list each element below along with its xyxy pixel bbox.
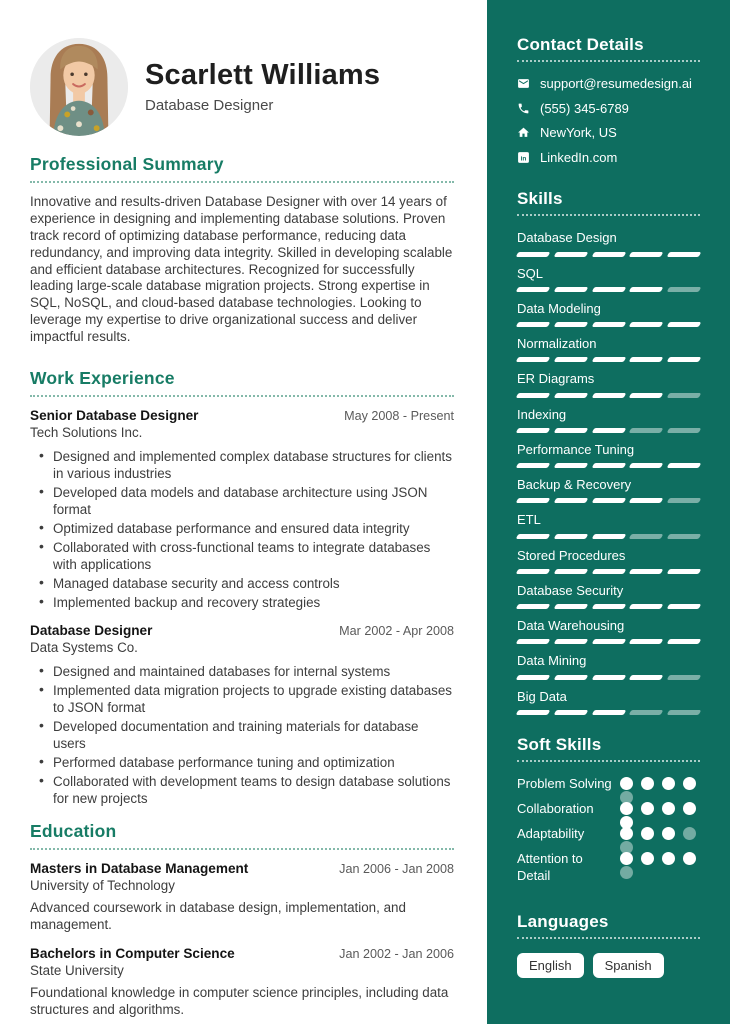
skill-bar — [517, 710, 700, 715]
section-divider — [517, 60, 700, 62]
skill-bar-segment — [553, 569, 587, 574]
skill-bar-segment — [629, 534, 663, 539]
skill-item — [517, 583, 700, 609]
skill-item — [517, 266, 700, 292]
soft-skill-dot — [641, 777, 654, 790]
home-icon — [517, 126, 530, 139]
skill-name: Data Mining — [517, 653, 587, 669]
profile-photo — [30, 38, 128, 136]
skill-name: ER Diagrams — [517, 371, 595, 387]
skill-name: Database Design — [517, 230, 617, 246]
skill-bar-segment — [591, 393, 625, 398]
school-name: University of Technology — [30, 878, 175, 894]
skill-bar-segment — [591, 639, 625, 644]
skill-bar-segment — [516, 534, 550, 539]
soft-skill-item — [517, 826, 700, 854]
skill-bar-segment — [591, 287, 625, 292]
skill-bar-segment — [553, 393, 587, 398]
skill-bar-segment — [516, 498, 550, 503]
soft-skill-dot — [620, 866, 633, 879]
job-dates: Mar 2002 - Apr 2008 — [339, 624, 454, 639]
bullet-item: • Managed database security and access controls — [30, 575, 454, 592]
skill-bar-segment — [591, 498, 625, 503]
soft-skill-list — [517, 776, 700, 885]
skill-name: Database Security — [517, 582, 624, 598]
soft-skill-item — [517, 851, 700, 885]
skill-bar-segment — [591, 322, 625, 327]
soft-skill-dot — [683, 802, 696, 815]
name-block — [145, 60, 380, 114]
section-divider — [30, 395, 454, 397]
skill-bar — [517, 604, 700, 609]
skill-name: Stored Procedures — [517, 547, 626, 563]
summary-section — [30, 154, 454, 346]
skill-bar — [517, 534, 700, 539]
skill-bar — [517, 675, 700, 680]
soft-skill-dot — [620, 852, 633, 865]
skill-bar-segment — [629, 322, 663, 327]
skill-item — [517, 336, 700, 362]
soft-skill-dots — [620, 852, 700, 879]
skill-bar-segment — [629, 675, 663, 680]
skill-item — [517, 689, 700, 715]
languages-heading: Languages — [517, 911, 609, 931]
summary-text: Innovative and results-driven Database Designer with over 14 years of experience in designing and implementing database solutions. Proven track record of optimizing database performance, reducing data redundancy, and improving data integrity. Skilled in developing scalable and efficient database architectures. Recognized for successfully leading large-scale database migration projects. Strong expertise in SQL, NoSQL, and cloud-based database technologies. Looking to leverage my expertise to drive organizational success and deliver impactful results. — [30, 194, 453, 345]
section-divider — [517, 760, 700, 762]
soft-skill-name: Attention to Detail — [517, 850, 583, 883]
contact-text: LinkedIn.com — [540, 149, 618, 165]
skill-bar-segment — [667, 463, 701, 468]
bullet-item: • Collaborated with development teams to design database solutions for new projects — [30, 773, 454, 807]
education-header — [30, 946, 454, 961]
contact-text: NewYork, US — [540, 125, 617, 141]
skill-item — [517, 230, 700, 256]
skill-name: ETL — [517, 512, 541, 528]
skill-bar-segment — [553, 498, 587, 503]
skill-bar-segment — [667, 710, 701, 715]
degree-title: Bachelors in Computer Science — [30, 946, 235, 962]
skill-bar-segment — [591, 569, 625, 574]
skill-bar-segment — [667, 357, 701, 362]
bullet-item: • Implemented backup and recovery strategies — [30, 594, 454, 611]
skill-bar-segment — [667, 428, 701, 433]
skill-bar-segment — [591, 534, 625, 539]
contact-text: (555) 345-6789 — [540, 100, 629, 116]
skill-item — [517, 618, 700, 644]
skill-bar-segment — [516, 569, 550, 574]
soft-skill-dots — [620, 802, 700, 829]
bullet-item: • Designed and implemented complex database structures for clients in various industries — [30, 448, 454, 482]
skill-item — [517, 653, 700, 679]
bullet-item: • Developed documentation and training materials for database users — [30, 718, 454, 752]
soft-skill-dot — [641, 802, 654, 815]
education-dates: Jan 2002 - Jan 2006 — [339, 947, 454, 962]
job-company: Tech Solutions Inc. — [30, 425, 143, 441]
skill-bar-segment — [667, 322, 701, 327]
skill-bar — [517, 498, 700, 503]
skill-bar — [517, 639, 700, 644]
skill-name: Backup & Recovery — [517, 477, 632, 493]
skill-bar — [517, 569, 700, 574]
job-bullet-list — [30, 448, 454, 611]
skill-name: SQL — [517, 265, 544, 281]
skill-bar — [517, 322, 700, 327]
skill-bar-segment — [516, 604, 550, 609]
skill-bar-segment — [629, 498, 663, 503]
job-dates: May 2008 - Present — [344, 409, 454, 424]
soft-skill-name: Problem Solving — [517, 775, 612, 791]
skill-bar-segment — [516, 287, 550, 292]
skill-bar-segment — [553, 639, 587, 644]
skill-bar-segment — [516, 252, 550, 257]
bullet-item: • Optimized database performance and ensured data integrity — [30, 520, 454, 537]
skill-bar-segment — [591, 710, 625, 715]
skill-bar-segment — [629, 604, 663, 609]
skill-bar-segment — [667, 287, 701, 292]
soft-skill-dot — [620, 827, 633, 840]
skill-bar-segment — [591, 463, 625, 468]
skill-bar — [517, 463, 700, 468]
skill-item — [517, 512, 700, 538]
skill-bar-segment — [629, 393, 663, 398]
soft-skill-dot — [641, 852, 654, 865]
experience-job — [30, 623, 454, 807]
skill-bar-segment — [553, 428, 587, 433]
skill-item — [517, 371, 700, 397]
skill-bar-segment — [629, 252, 663, 257]
job-list — [30, 408, 454, 807]
skill-bar-segment — [667, 604, 701, 609]
skill-item — [517, 407, 700, 433]
skill-name: Data Warehousing — [517, 618, 625, 634]
experience-job — [30, 408, 454, 611]
bullet-item: • Developed data models and database architecture using JSON format — [30, 484, 454, 518]
education-dates: Jan 2006 - Jan 2008 — [339, 862, 454, 877]
skill-bar-segment — [629, 463, 663, 468]
skill-bar-segment — [591, 428, 625, 433]
skill-bar-segment — [516, 428, 550, 433]
skill-name: Big Data — [517, 688, 567, 704]
education-list — [30, 861, 454, 1018]
soft-skill-name: Adaptability — [517, 825, 585, 841]
skill-bar-segment — [667, 498, 701, 503]
skill-bar-segment — [591, 604, 625, 609]
skill-list — [517, 230, 700, 715]
soft-skill-dot — [662, 852, 675, 865]
language-pill: English — [517, 953, 584, 978]
skill-bar — [517, 287, 700, 292]
skill-bar-segment — [553, 357, 587, 362]
skill-bar-segment — [516, 322, 550, 327]
soft-skill-item — [517, 801, 700, 829]
section-divider — [30, 181, 454, 183]
education-section — [30, 821, 454, 1018]
skill-name: Performance Tuning — [517, 441, 635, 457]
profile-photo-illustration — [30, 38, 128, 136]
skill-item — [517, 301, 700, 327]
bullet-item: • Collaborated with cross-functional teams to integrate databases with applications — [30, 539, 454, 573]
job-company: Data Systems Co. — [30, 640, 138, 656]
soft-skill-dot — [662, 802, 675, 815]
sidebar — [487, 0, 730, 1024]
skill-bar-segment — [667, 639, 701, 644]
language-pill: Spanish — [593, 953, 664, 978]
skill-bar-segment — [667, 534, 701, 539]
skill-bar-segment — [629, 287, 663, 292]
contact-item[interactable] — [517, 101, 700, 117]
skill-bar-segment — [667, 393, 701, 398]
bullet-item: • Implemented data migration projects to upgrade existing databases to JSON format — [30, 682, 454, 716]
section-divider — [30, 848, 454, 850]
email-icon — [517, 77, 530, 90]
skill-bar-segment — [553, 710, 587, 715]
contact-item[interactable] — [517, 125, 700, 141]
education-heading: Education — [30, 821, 117, 842]
skill-bar-segment — [667, 675, 701, 680]
soft-skill-dots — [620, 777, 700, 804]
education-header — [30, 861, 454, 876]
experience-section — [30, 368, 454, 807]
soft-skill-dot — [683, 852, 696, 865]
summary-heading: Professional Summary — [30, 154, 224, 174]
skill-bar-segment — [516, 675, 550, 680]
skill-bar-segment — [629, 710, 663, 715]
soft-skill-item — [517, 776, 700, 804]
education-item — [30, 861, 454, 933]
school-name: State University — [30, 963, 124, 979]
skill-bar-segment — [553, 463, 587, 468]
degree-title: Masters in Database Management — [30, 861, 249, 877]
skills-section — [517, 189, 700, 715]
resume-header — [30, 38, 454, 136]
skill-bar-segment — [629, 569, 663, 574]
person-job-title: Database Designer — [145, 97, 274, 115]
languages-section — [517, 912, 700, 978]
skill-bar-segment — [591, 675, 625, 680]
contact-heading: Contact Details — [517, 35, 644, 54]
skill-name: Indexing — [517, 406, 567, 422]
skill-name: Data Modeling — [517, 300, 601, 316]
skill-bar-segment — [553, 287, 587, 292]
skill-bar-segment — [629, 639, 663, 644]
skill-item — [517, 477, 700, 503]
education-item — [30, 946, 454, 1018]
education-description: Advanced coursework in database design, implementation, and management. — [30, 900, 406, 933]
skill-bar-segment — [667, 252, 701, 257]
bullet-item: • Performed database performance tuning and optimization — [30, 754, 454, 771]
skill-bar — [517, 252, 700, 257]
contact-section — [517, 35, 700, 165]
soft-skill-dot — [683, 777, 696, 790]
soft-skill-dot — [620, 777, 633, 790]
skill-item — [517, 442, 700, 468]
skill-bar-segment — [629, 428, 663, 433]
soft-skill-dots — [620, 827, 700, 854]
education-description: Foundational knowledge in computer science principles, including data structures and algorithms. — [30, 985, 449, 1018]
contact-item[interactable] — [517, 150, 700, 166]
skill-bar-segment — [667, 569, 701, 574]
soft-skill-dot — [662, 777, 675, 790]
skill-bar-segment — [516, 357, 550, 362]
job-header — [30, 623, 454, 638]
person-name: Scarlett Williams — [145, 58, 381, 91]
soft-skill-dot — [662, 827, 675, 840]
contact-text: support@resumedesign.ai — [540, 76, 692, 91]
contact-list — [517, 76, 700, 165]
language-list — [517, 953, 700, 978]
skill-item — [517, 548, 700, 574]
skill-bar-segment — [553, 675, 587, 680]
skill-bar-segment — [553, 252, 587, 257]
skill-bar-segment — [591, 357, 625, 362]
skill-bar-segment — [553, 604, 587, 609]
job-title: Database Designer — [30, 623, 153, 639]
experience-heading: Work Experience — [30, 368, 175, 389]
skill-bar — [517, 428, 700, 433]
soft-skills-heading: Soft Skills — [517, 734, 602, 754]
soft-skill-name: Collaboration — [517, 800, 594, 816]
skill-name: Normalization — [517, 336, 597, 352]
job-header — [30, 408, 454, 423]
skill-bar-segment — [516, 639, 550, 644]
job-title: Senior Database Designer — [30, 408, 199, 424]
phone-icon — [517, 102, 530, 115]
skill-bar-segment — [591, 252, 625, 257]
section-divider — [517, 937, 700, 939]
skill-bar — [517, 357, 700, 362]
skill-bar-segment — [629, 357, 663, 362]
section-divider — [517, 214, 700, 216]
svg-text:in: in — [520, 155, 527, 163]
job-bullet-list — [30, 663, 454, 807]
linkedin-icon — [517, 151, 530, 164]
skill-bar-segment — [516, 463, 550, 468]
contact-item[interactable] — [517, 76, 700, 92]
bullet-item: • Designed and maintained databases for internal systems — [30, 663, 454, 680]
skill-bar-segment — [516, 710, 550, 715]
skill-bar-segment — [553, 322, 587, 327]
soft-skill-dot — [683, 827, 696, 840]
skill-bar-segment — [516, 393, 550, 398]
skills-heading: Skills — [517, 189, 563, 209]
skill-bar — [517, 393, 700, 398]
soft-skills-section — [517, 735, 700, 885]
soft-skill-dot — [641, 827, 654, 840]
soft-skill-dot — [620, 802, 633, 815]
skill-bar-segment — [553, 534, 587, 539]
